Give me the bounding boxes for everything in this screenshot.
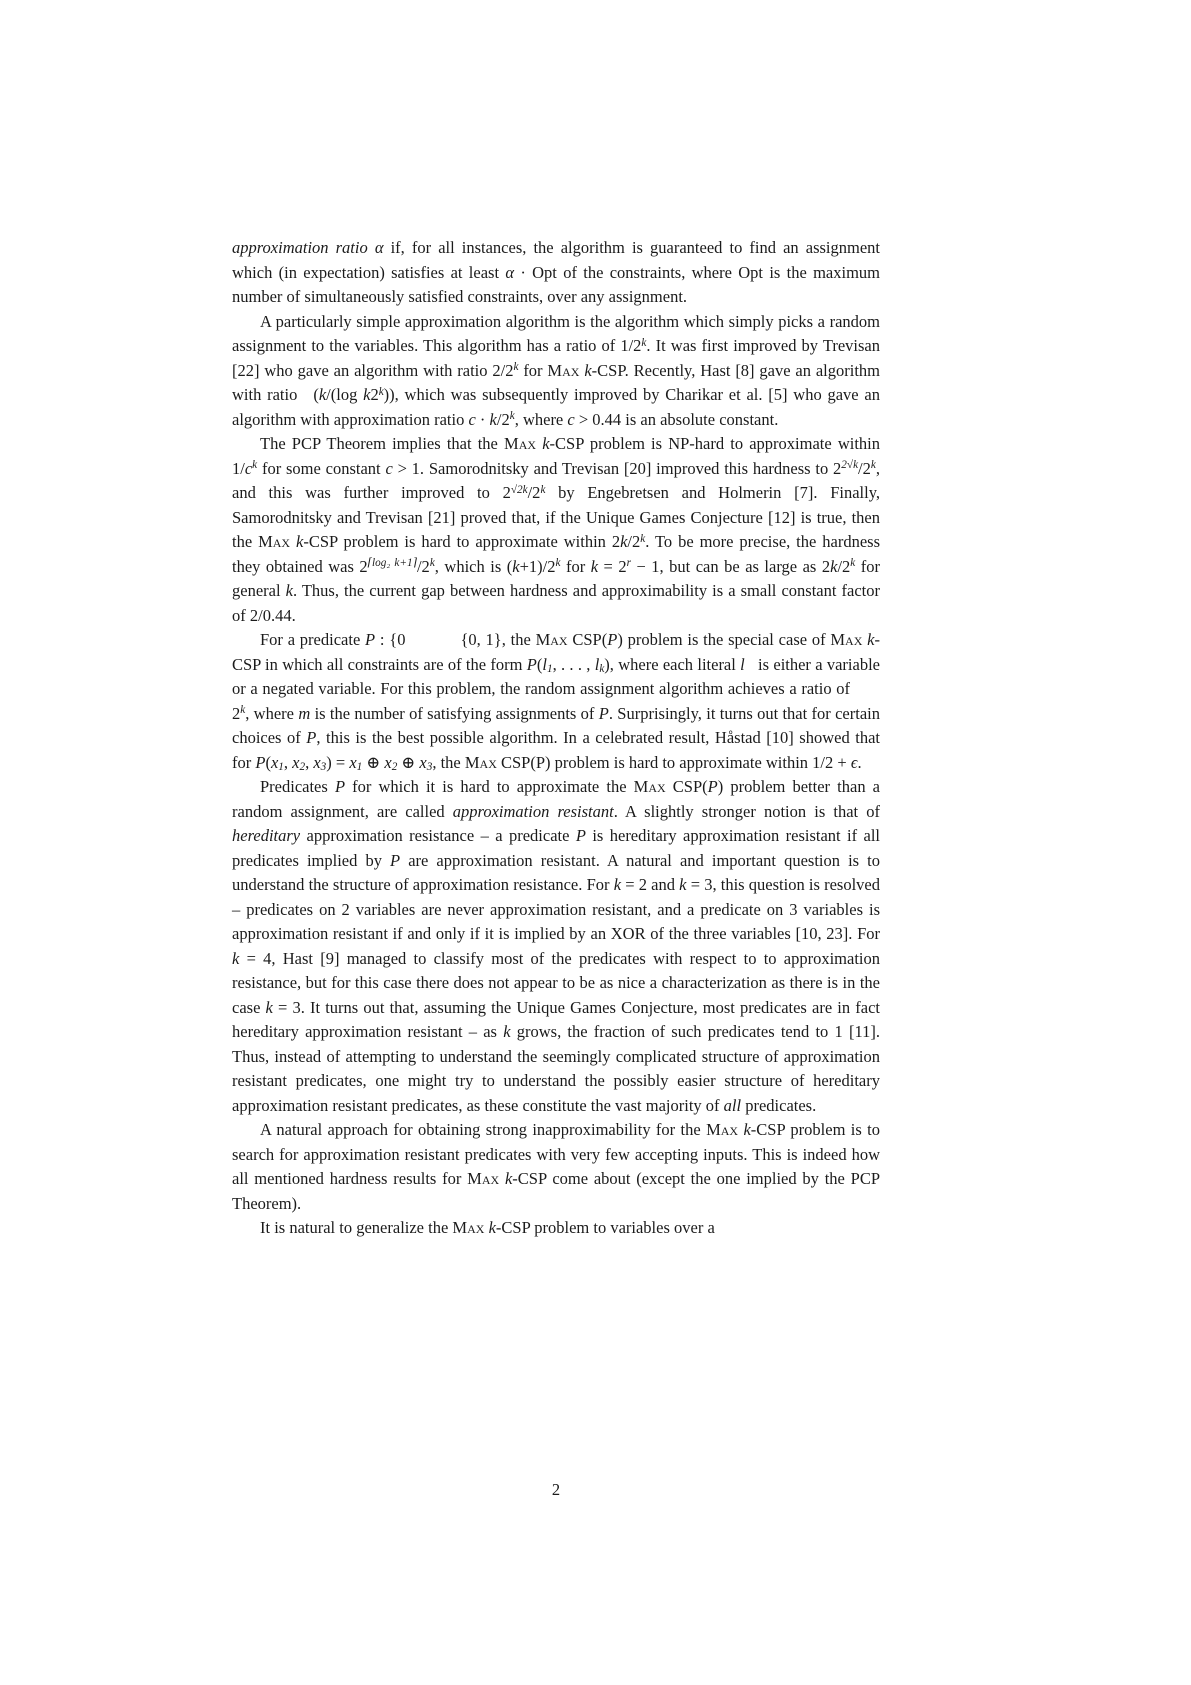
page-number: 2 bbox=[551, 1480, 561, 1499]
paragraph: It is natural to generalize the Max k-CSP problem to variables over a bbox=[260, 1218, 715, 1237]
paragraph: A natural approach for obtaining strong inapproximability for the Max k-CSP problem is to search for approximation resistant predicates with very few accepting inputs. This is indeed how all mentioned hardness results for Max k-CSP come about (except the one implied by the PCP Theorem). bbox=[232, 1120, 880, 1213]
paragraph: approximation ratio α if, for all instances, the algorithm is guaranteed to find an assignment which (in expectation) satisfies at least α · Opt of the constraints, where Opt is the maximum number of simultaneously satisfied constraints, over any assignment. bbox=[232, 238, 881, 306]
paragraph: For a predicate P : {0 {0, 1}, the Max CSP(P) problem is the special case of Max k-CSP in which all constraints are of the form $P(l_1$, . . . , $l_k$), where each literal l is either a variable or a negated variable. For this problem, the random assignment algorithm achieves a ratio of2$^k$, where m is the number of satisfying assignments of P. Surprisingly, it turns out that for certain choices of P, this is the best possible algorithm. In a celebrated result, Håstad [10] showed that for $P(x_1$, $x_2$, $x_3) = x_1$ ⊕ $x_2$ ⊕ $x_3$, the Max CSP(P) problem is hard to approximate within 1/2 + ϵ. bbox=[232, 630, 880, 774]
page-text bbox=[232, 236, 880, 1241]
paragraph: Predicates P for which it is hard to approximate the Max CSP(P) problem better than a random assignment, are called approximation resistant. A slightly stronger notion is that of hereditary approximation resistance – a predicate P is hereditary approximation resistant if all predicates implied by P are approximation resistant. A natural and important question is to understand the structure of approximation resistance. For k = 2 and k = 3, this question is resolved – predicates on 2 variables are never approximation resistant, and a predicate on 3 variables is approximation resistant if and only if it is implied by an XOR of the three variables [10, 23]. For k = 4, Hast [9] managed to classify most of the predicates with respect to to approximation resistance, but for this case there does not appear to be as nice a characterization as there is in the case k = 3. It turns out that, assuming the Unique Games Conjecture, most predicates are in fact hereditary approximation resistant – as k grows, the fraction of such predicates tend to 1 [11]. Thus, instead of attempting to understand the seemingly complicated structure of approximation resistant predicates, one might try to understand the possibly easier structure of hereditary approximation resistant predicates, as these constitute the vast majority of all predicates. bbox=[232, 777, 881, 1115]
paragraph: The PCP Theorem implies that the Max k-CSP problem is NP-hard to approximate within $1/c^k$ for some constant c > 1. Samorodnitsky and Trevisan [20] improved this hardness to $2^{2√k}/2^k$, and this was further improved to $2^{√2k}/2^k$ by Engebretsen and Holmerin [7]. Finally, Samorodnitsky and Trevisan [21] proved that, if the Unique Games Conjecture [12] is true, then the Max k-CSP problem is hard to approximate within 2k/2$^k$. To be more precise, the hardness they obtained was $2^{⌈log_2 k+1⌉}/2^k$, which is $(k+1)/2^k$ for $k = 2^r - 1$, but can be as large as 2k/2$^k$ for general k. Thus, the current gap between hardness and approximability is a small constant factor of 2/0.44. bbox=[232, 434, 881, 625]
paragraph: A particularly simple approximation algorithm is the algorithm which simply picks a random assignment to the variables. This algorithm has a ratio of 1/2$^k$. It was first improved by Trevisan [22] who gave an algorithm with ratio 2/2$^k$ for Max k-CSP. Recently, Hast [8] gave an algorithm with ratio (k/(log k2$^k$)), which was subsequently improved by Charikar et al. [5] who gave an algorithm with approximation ratio $c \cdot k/2^k$, where c > 0.44 is an absolute constant. bbox=[232, 311, 881, 429]
